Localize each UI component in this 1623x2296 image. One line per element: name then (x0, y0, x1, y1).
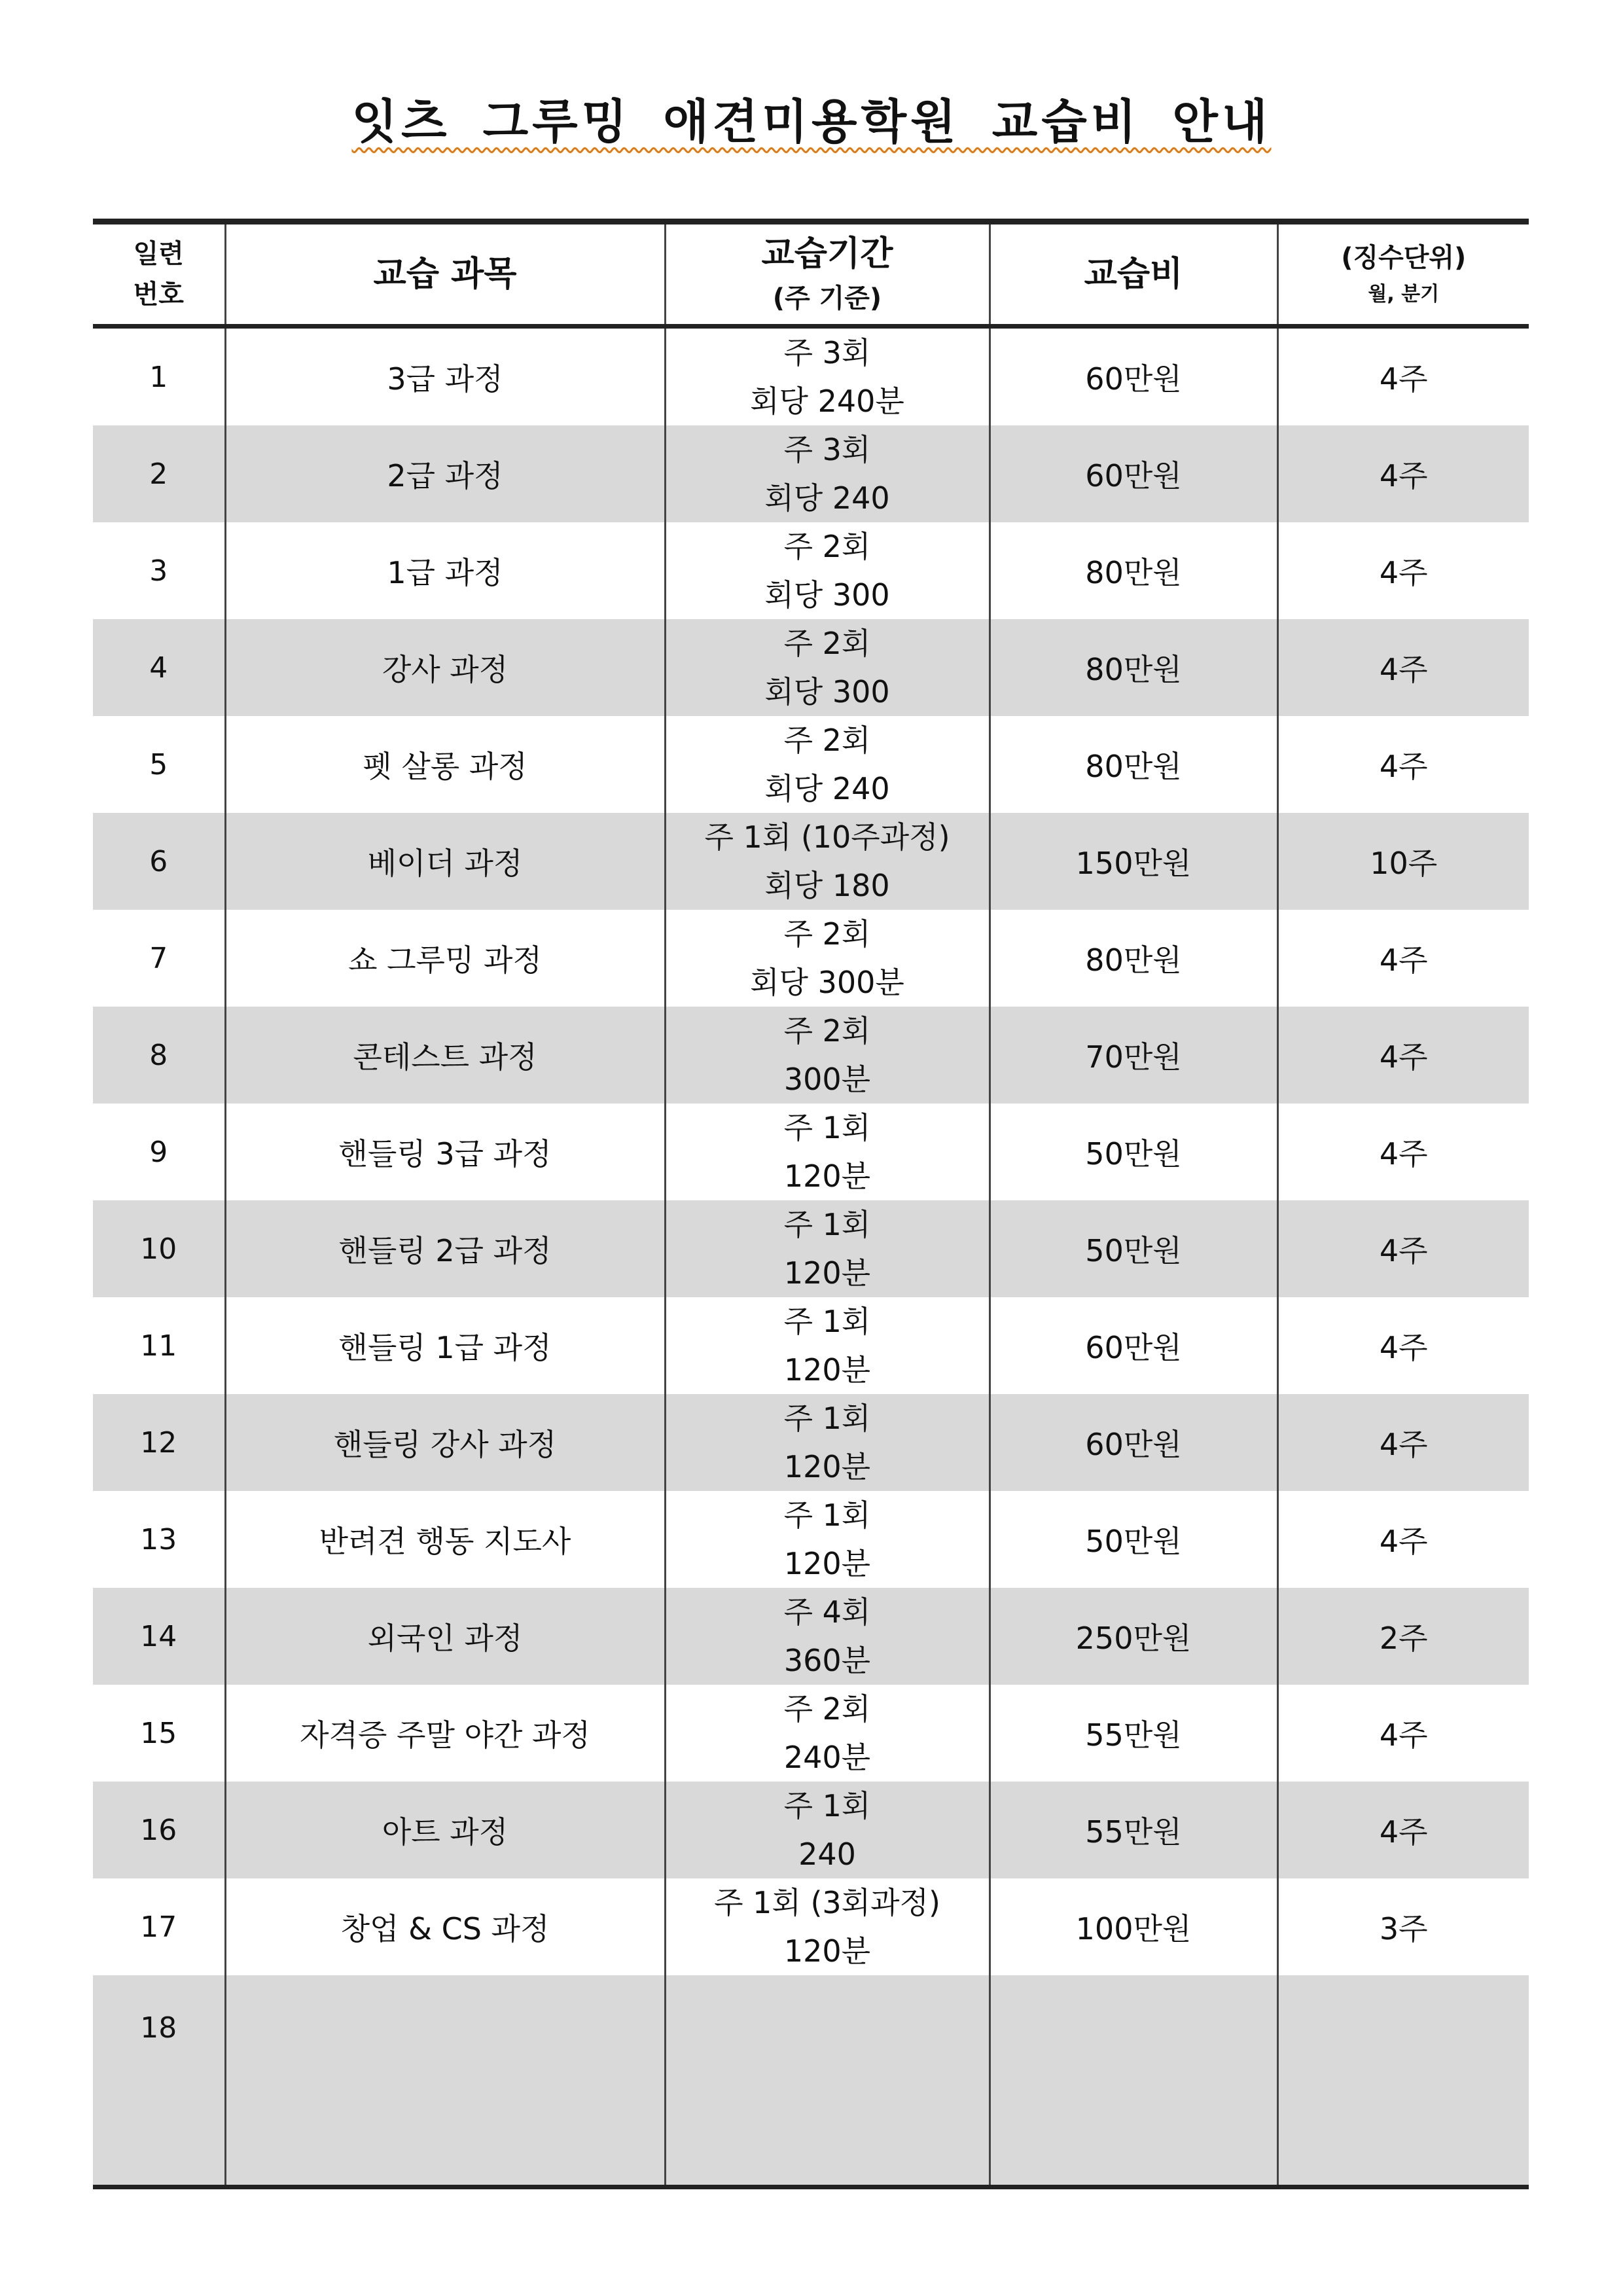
cell-number (93, 2080, 225, 2187)
schedule-line2: 240분 (783, 1740, 871, 1775)
table-body (93, 327, 1529, 2187)
tuition-table (93, 219, 1529, 2189)
table-row (93, 716, 1529, 813)
cell-number: 5 (149, 747, 168, 781)
schedule-line2: 회당 300분 (750, 965, 904, 1000)
header-subject (225, 222, 665, 327)
schedule-line2: 120분 (783, 1449, 871, 1484)
cell-unit: 4주 (1277, 522, 1529, 619)
cell-unit (1277, 1975, 1529, 2080)
schedule-line1: 주 1회 (3회과정) (714, 1885, 940, 1920)
cell-subject: 창업 & CS 과정 (225, 1878, 665, 1975)
cell-schedule (665, 1782, 990, 1878)
cell-schedule (665, 1975, 990, 2080)
cell-number: 8 (93, 1007, 225, 1103)
cell-subject: 외국인 과정 (225, 1588, 665, 1685)
table-row (93, 2080, 1529, 2187)
cell-fee (990, 2080, 1277, 2187)
schedule-line2: 회당 180 (764, 868, 890, 903)
cell-schedule (665, 1685, 990, 1782)
cell-schedule (665, 1297, 990, 1394)
cell-number: 17 (140, 1910, 177, 1944)
schedule-line2: 회당 300 (764, 674, 890, 709)
header-period-line2: (주 기준) (772, 283, 882, 314)
table-header (93, 222, 1529, 327)
schedule-line2: 300분 (783, 1062, 871, 1097)
cell-subject: 2급 과정 (225, 425, 665, 522)
header-serial-line1: 일련 (133, 239, 184, 269)
cell-subject (225, 2080, 665, 2187)
header-unit-line1: (징수단위) (1341, 243, 1467, 273)
table-row (93, 1588, 1529, 1685)
header-serial-number (93, 222, 225, 327)
schedule-line2: 120분 (783, 1352, 871, 1388)
cell-fee: 55만원 (990, 1685, 1277, 1782)
table-row (93, 327, 1529, 426)
cell-subject: 핸들링 3급 과정 (225, 1103, 665, 1200)
cell-unit: 4주 (1277, 1782, 1529, 1878)
cell-schedule (665, 1491, 990, 1588)
cell-schedule (665, 1588, 990, 1685)
cell-fee: 150만원 (990, 813, 1277, 910)
cell-number: 14 (93, 1588, 225, 1685)
header-row (93, 222, 1529, 327)
cell-number: 13 (140, 1522, 177, 1556)
cell-unit: 4주 (1277, 716, 1529, 813)
table-row (93, 1975, 1529, 2080)
cell-number: 4 (93, 619, 225, 716)
cell-number: 3 (149, 554, 168, 588)
cell-number: 2 (93, 425, 225, 522)
cell-unit: 4주 (1277, 619, 1529, 716)
cell-unit: 2주 (1277, 1588, 1529, 1685)
schedule-line1: 주 1회 (783, 1304, 871, 1339)
schedule-line2: 회당 240분 (750, 384, 904, 419)
header-period (665, 222, 990, 327)
table-row (93, 910, 1529, 1007)
cell-unit: 4주 (1277, 327, 1529, 426)
cell-subject: 쇼 그루밍 과정 (225, 910, 665, 1007)
header-subject-label: 교습 과목 (373, 255, 517, 294)
table-row (93, 813, 1529, 910)
cell-fee: 250만원 (990, 1588, 1277, 1685)
cell-fee: 55만원 (990, 1782, 1277, 1878)
cell-unit: 4주 (1277, 910, 1529, 1007)
table-row (93, 1878, 1529, 1975)
table-row (93, 619, 1529, 716)
cell-subject (225, 1975, 665, 2080)
cell-fee: 80만원 (990, 910, 1277, 1007)
header-fee-label: 교습비 (1084, 255, 1183, 294)
cell-subject: 펫 살롱 과정 (225, 716, 665, 813)
cell-unit: 3주 (1277, 1878, 1529, 1975)
schedule-line1: 주 2회 (783, 723, 871, 758)
table-row (93, 1685, 1529, 1782)
cell-subject: 핸들링 1급 과정 (225, 1297, 665, 1394)
cell-fee: 100만원 (990, 1878, 1277, 1975)
header-fee (990, 222, 1277, 327)
table-row (93, 1297, 1529, 1394)
schedule-line1: 주 2회 (783, 916, 871, 952)
cell-unit: 4주 (1277, 1200, 1529, 1297)
cell-number: 7 (149, 941, 168, 975)
cell-unit (1277, 2080, 1529, 2187)
schedule-line1: 주 1회 (783, 1401, 871, 1436)
cell-schedule (665, 1878, 990, 1975)
schedule-line1: 주 2회 (783, 626, 871, 661)
schedule-line1: 주 1회 (783, 1788, 871, 1823)
table-row (93, 522, 1529, 619)
cell-schedule (665, 522, 990, 619)
cell-number: 11 (140, 1329, 177, 1363)
schedule-line1: 주 1회 (10주과정) (704, 819, 950, 855)
cell-fee: 80만원 (990, 716, 1277, 813)
cell-schedule (665, 910, 990, 1007)
cell-subject: 베이더 과정 (225, 813, 665, 910)
cell-subject: 강사 과정 (225, 619, 665, 716)
schedule-line1: 주 4회 (783, 1594, 871, 1630)
cell-fee: 60만원 (990, 425, 1277, 522)
schedule-line2: 120분 (783, 1546, 871, 1581)
cell-subject: 자격증 주말 야간 과정 (225, 1685, 665, 1782)
title-text: 잇츠 그루밍 애견미용학원 교습비 안내 (351, 94, 1272, 149)
cell-schedule (665, 619, 990, 716)
cell-subject: 콘테스트 과정 (225, 1007, 665, 1103)
cell-unit: 4주 (1277, 1103, 1529, 1200)
schedule-line2: 회당 300 (764, 577, 890, 613)
cell-schedule (665, 2080, 990, 2187)
cell-subject: 핸들링 강사 과정 (225, 1394, 665, 1491)
cell-number: 12 (93, 1394, 225, 1491)
cell-schedule (665, 1103, 990, 1200)
schedule-line2: 120분 (783, 1255, 871, 1291)
schedule-line2: 240 (798, 1837, 856, 1872)
page-title (0, 84, 1623, 152)
table-row (93, 1782, 1529, 1878)
schedule-line1: 주 3회 (783, 432, 871, 467)
cell-fee: 80만원 (990, 619, 1277, 716)
table-row (93, 1491, 1529, 1588)
cell-unit: 4주 (1277, 1297, 1529, 1394)
cell-number: 1 (149, 360, 168, 394)
cell-subject: 1급 과정 (225, 522, 665, 619)
cell-number: 15 (140, 1716, 177, 1750)
schedule-line1: 주 1회 (783, 1207, 871, 1242)
table-row (93, 1394, 1529, 1491)
header-unit-line2: 월, 분기 (1368, 283, 1440, 306)
cell-fee (990, 1975, 1277, 2080)
cell-unit: 4주 (1277, 1394, 1529, 1491)
cell-number: 16 (93, 1782, 225, 1878)
schedule-line1: 주 1회 (783, 1498, 871, 1533)
cell-fee: 50만원 (990, 1200, 1277, 1297)
cell-number: 6 (93, 813, 225, 910)
cell-number: 9 (149, 1135, 168, 1169)
cell-fee: 60만원 (990, 1394, 1277, 1491)
cell-fee: 80만원 (990, 522, 1277, 619)
cell-schedule (665, 1200, 990, 1297)
cell-subject: 핸들링 2급 과정 (225, 1200, 665, 1297)
cell-fee: 50만원 (990, 1103, 1277, 1200)
table-row (93, 1007, 1529, 1103)
cell-fee: 60만원 (990, 327, 1277, 426)
schedule-line2: 회당 240 (764, 480, 890, 516)
schedule-line1: 주 2회 (783, 1013, 871, 1049)
header-unit (1277, 222, 1529, 327)
cell-schedule (665, 1394, 990, 1491)
cell-unit: 4주 (1277, 1685, 1529, 1782)
cell-schedule (665, 1007, 990, 1103)
schedule-line1: 주 2회 (783, 529, 871, 564)
schedule-line1: 주 1회 (783, 1110, 871, 1145)
schedule-line2: 120분 (783, 1933, 871, 1969)
cell-number: 18 (93, 1975, 225, 2080)
cell-unit: 4주 (1277, 1007, 1529, 1103)
cell-fee: 50만원 (990, 1491, 1277, 1588)
schedule-line2: 360분 (783, 1643, 871, 1678)
schedule-line1: 주 3회 (783, 335, 871, 370)
schedule-line1: 주 2회 (783, 1691, 871, 1727)
table-row (93, 1103, 1529, 1200)
cell-unit: 4주 (1277, 1491, 1529, 1588)
cell-fee: 60만원 (990, 1297, 1277, 1394)
table-row (93, 1200, 1529, 1297)
cell-subject: 3급 과정 (225, 327, 665, 426)
schedule-line2: 120분 (783, 1158, 871, 1194)
cell-subject: 반려견 행동 지도사 (225, 1491, 665, 1588)
cell-fee: 70만원 (990, 1007, 1277, 1103)
cell-schedule (665, 425, 990, 522)
header-period-line1: 교습기간 (761, 234, 893, 274)
cell-unit: 4주 (1277, 425, 1529, 522)
schedule-line2: 회당 240 (764, 771, 890, 806)
table-row (93, 425, 1529, 522)
cell-schedule (665, 813, 990, 910)
cell-number: 10 (93, 1200, 225, 1297)
header-serial-line2: 번호 (133, 279, 184, 310)
cell-subject: 아트 과정 (225, 1782, 665, 1878)
cell-schedule (665, 716, 990, 813)
cell-schedule (665, 327, 990, 426)
cell-unit: 10주 (1277, 813, 1529, 910)
